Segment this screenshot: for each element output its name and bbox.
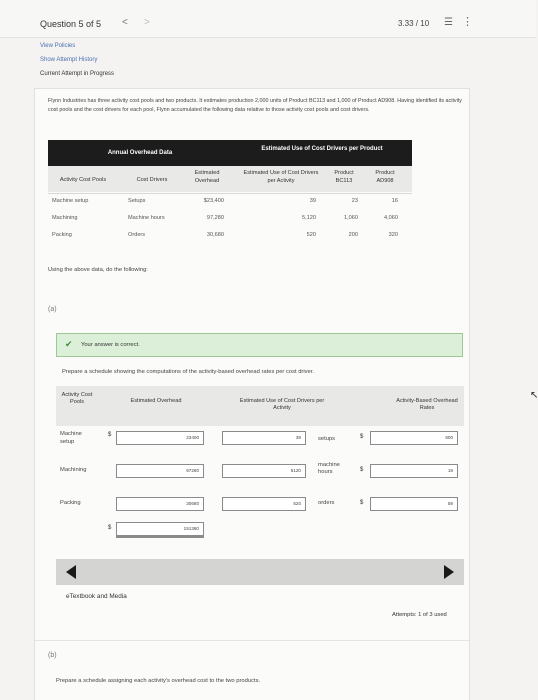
table-cell: 520 [306,232,316,238]
driver-unit: machine hours [318,462,340,475]
overhead-input[interactable]: 97280 [116,464,204,478]
part-b-prompt: Prepare a schedule assigning each activity's overhead cost to the two products. [56,678,261,684]
sched-col-drivers: Estimated Use of Cost Drivers per Activity [239,398,325,411]
drivers-input[interactable]: 39 [222,431,306,445]
driver-unit: setups [318,436,336,442]
table-cell: 200 [348,232,358,238]
problem-statement: Flynn Industries has three activity cost pools and two products. It estimates production 2,000 units of Product BC113 and 1,000 of Product AD908. Having identified its activity cost pools and the cost drivers for each pool, Flynn accumulated the following data relative to those activity cost pools and cost drivers. [48,98,463,113]
score-display: 3.33 / 10 [398,19,430,28]
instruction-text: Using the above data, do the following: [48,267,148,273]
question-header [0,0,536,38]
previous-arrow-icon[interactable] [66,565,76,579]
sched-col-overhead: Estimated Overhead [130,398,182,404]
col-product-ad908: Product AD908 [375,170,395,184]
table-cell: 97,280 [206,215,224,221]
table-cell: 1,060 [344,215,358,221]
table-cell: Machine setup [52,198,89,204]
section-divider [34,640,470,641]
dollar-sign: $ [108,525,112,531]
col-cost-drivers: Cost Drivers [136,177,168,183]
next-arrow-icon[interactable] [444,565,454,579]
dollar-sign: $ [360,467,364,473]
table-cell: 16 [391,198,398,204]
table-cell: 23 [351,198,358,204]
table-cell: 320 [388,232,398,238]
sched-col-pools: Activity Cost Pools [61,392,93,405]
table-cell: 30,680 [206,232,224,238]
mouse-cursor-icon: ↖ [530,390,538,401]
col-estimated-overhead: Estimated Overhead [194,170,220,184]
sched-row-label: Machine setup [60,431,82,445]
question-title: Question 5 of 5 [40,19,102,29]
table-group-drivers: Estimated Use of Cost Drivers per Product [232,140,412,166]
table-cell: Packing [52,232,72,238]
rate-input[interactable]: 600 [370,431,458,445]
col-activity-pools: Activity Cost Pools [59,177,107,183]
driver-unit: orders [318,500,335,506]
show-attempt-history-link[interactable]: Show Attempt History [40,57,98,63]
col-use-per-activity: Estimated Use of Cost Drivers per Activity [243,170,319,184]
sched-row-label: Packing [60,500,81,506]
table-cell: Setups [128,198,146,204]
overhead-input[interactable]: 23400 [116,431,204,445]
dollar-sign: $ [360,500,364,506]
table-group-annual: Annual Overhead Data [48,140,232,166]
table-cell: Machining [52,215,78,221]
rate-input[interactable]: 19 [370,464,458,478]
etextbook-link[interactable]: eTextbook and Media [66,593,127,600]
part-a-prompt: Prepare a schedule showing the computations of the activity-based overhead rates per cost driver. [62,369,314,375]
total-overhead-input[interactable]: 151360 [116,522,204,538]
table-cell: Orders [128,232,146,238]
overhead-input[interactable]: 30680 [116,497,204,511]
table-cell: 5,120 [302,215,316,221]
next-question-button[interactable]: > [144,17,150,28]
current-attempt-label: Current Attempt in Progress [40,71,115,77]
col-product-bc113: Product BC113 [334,170,354,184]
drivers-input[interactable]: 520 [222,497,306,511]
part-b-label: (b) [48,652,57,659]
table-cell: 39 [309,198,316,204]
drivers-input[interactable]: 5120 [222,464,306,478]
sched-row-label: Machining [60,467,87,473]
table-cell: $23,400 [203,198,224,204]
check-icon: ✔ [65,339,73,349]
prev-question-button[interactable]: < [122,17,128,28]
table-cell: Machine hours [128,215,165,221]
navigation-strip [56,559,464,585]
view-policies-link[interactable]: View Policies [40,43,76,49]
question-list-icon[interactable]: ☰ [444,17,453,28]
attempts-counter: Attempts: 1 of 3 used [392,612,447,618]
rate-input[interactable]: 59 [370,497,458,511]
table-divider [48,193,412,194]
dollar-sign: $ [360,434,364,440]
feedback-banner [56,333,463,357]
dollar-sign: $ [108,432,112,438]
sched-col-rates: Activity-Based Overhead Rates [396,398,458,411]
part-a-label: (a) [48,306,57,313]
table-cell: 4,060 [384,215,398,221]
feedback-text: Your answer is correct. [81,342,140,348]
more-options-icon[interactable]: ⋮ [462,16,473,28]
